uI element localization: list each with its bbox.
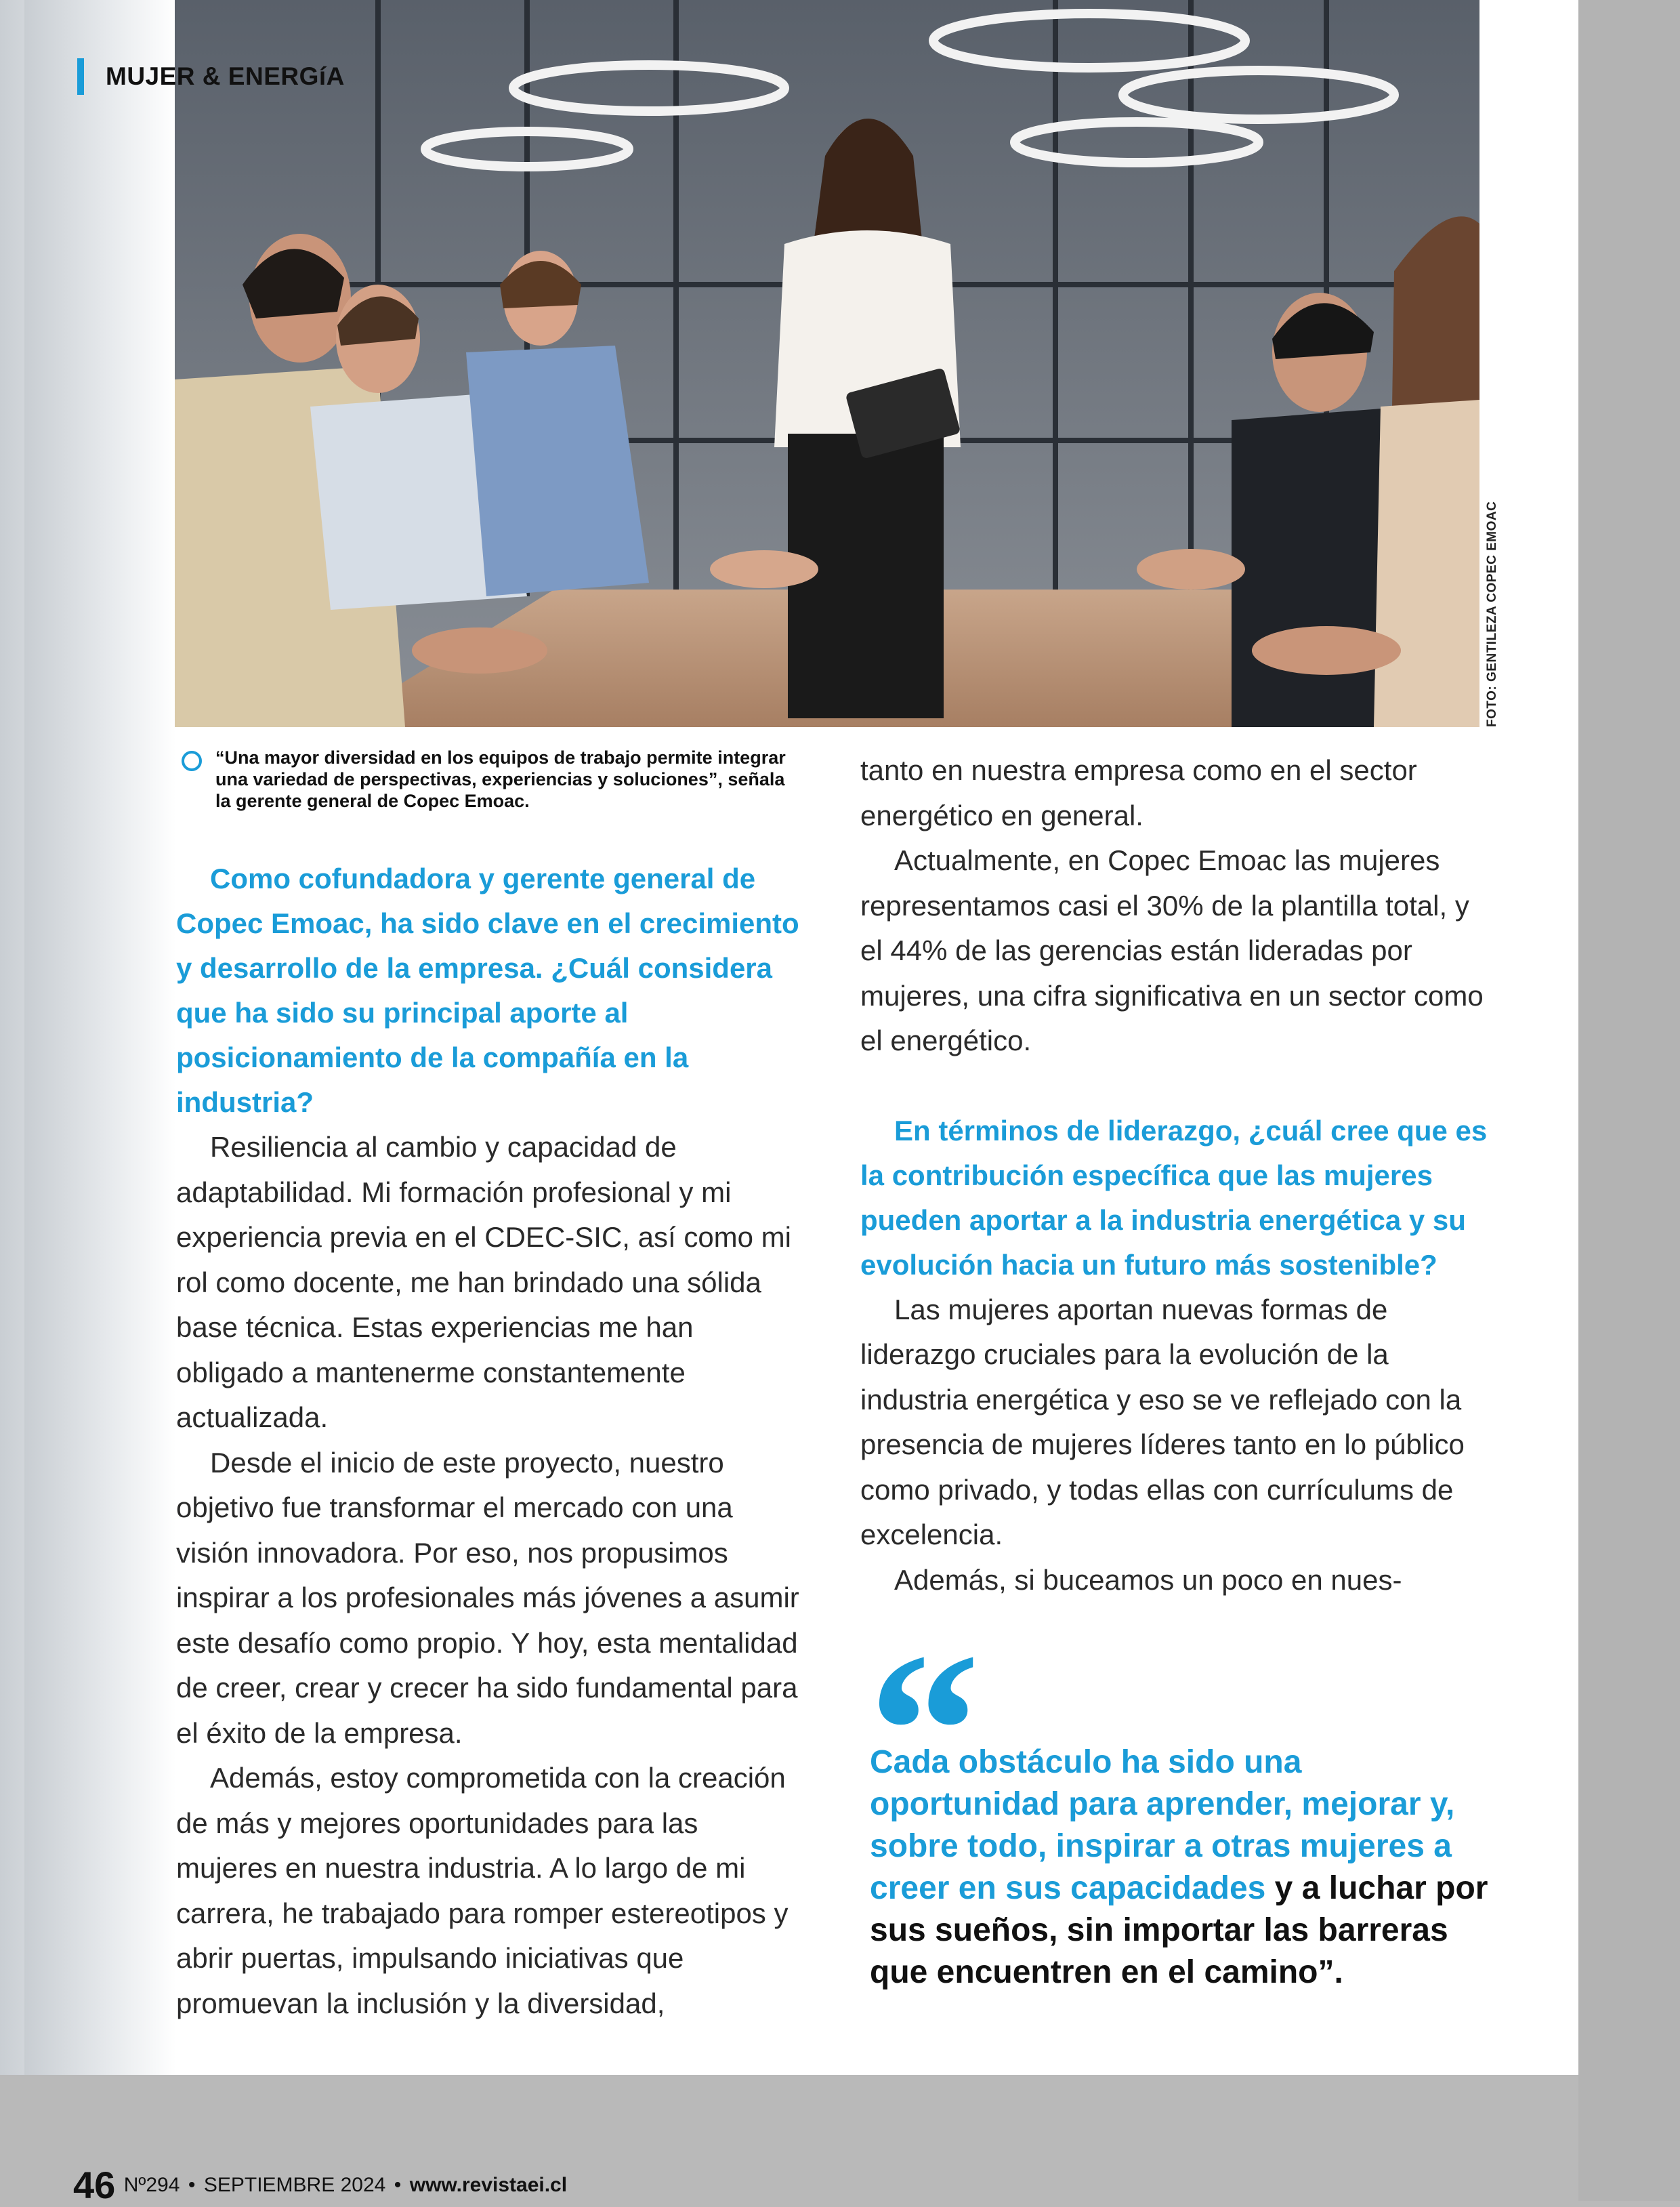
answer-paragraph-7: Además, si buceamos un poco en nues-: [894, 1563, 1402, 1596]
quote-mark-icon: “: [868, 1607, 980, 1855]
question-2: En términos de liderazgo, ¿cuál cree que es la contribución específica que las mujeres pueden aportar a la industria energética y su evolución hacia un futuro más sostenible?: [860, 1114, 1488, 1281]
caption-circle-icon: [182, 751, 202, 771]
section-accent-bar: [77, 58, 84, 95]
answer-paragraph-1: Resiliencia al cambio y capacidad de adaptabilidad. Mi formación profesional y mi experiencia previa en el CDEC-SIC, así como mi rol como docente, me han brindado una sólida base técnica. Estas experiencias me han obligado a mantenerme constantemente actualizada.: [176, 1131, 792, 1433]
meeting-illustration: [175, 0, 1479, 727]
footer-separator-2: •: [394, 2173, 402, 2196]
pull-quote: [870, 1741, 1493, 1994]
meeting-photo: [175, 0, 1479, 727]
answer-paragraph-3: Además, estoy comprometida con la creación de más y mejores oportunidades para las mujeres en nuestra industria. A lo largo de mi carrera, he trabajado para romper estereotipos y abrir puertas, impulsando iniciativas que promuevan la inclusión y la diversidad,: [176, 1762, 789, 2019]
page-number: 46: [73, 2164, 116, 2206]
footer-issue: Nº294: [123, 2173, 180, 2196]
right-column: [860, 748, 1490, 1603]
page-footer: [73, 2163, 567, 2207]
question-1: Como cofundadora y gerente general de Copec Emoac, ha sido clave en el crecimiento y desarrollo de la empresa. ¿Cuál considera que ha sido su principal aporte al posicionamiento de la compañía en la industria?: [176, 863, 799, 1118]
section-label: MUJER & ENERGíA: [106, 62, 345, 90]
photo-caption: “Una mayor diversidad en los equipos de trabajo permite integrar una variedad de perspectivas, experiencias y soluciones”, señala la gerente general de Copec Emoac.: [215, 747, 786, 811]
footer-url[interactable]: www.revistaei.cl: [409, 2173, 568, 2196]
footer-separator: •: [188, 2173, 196, 2196]
footer-date: SEPTIEMBRE 2024: [203, 2173, 386, 2196]
pull-quote-rest: y a luchar por sus sueños, sin importar las barreras que encuentren en el camino”.: [870, 1870, 1488, 1990]
page-gradient-margin: [24, 0, 176, 2075]
photo-credit: FOTO: GENTILEZA COPEC EMOAC: [1485, 501, 1499, 727]
answer-paragraph-4: tanto en nuestra empresa como en el sector energético en general.: [860, 754, 1417, 831]
left-column: [176, 857, 806, 2026]
answer-paragraph-2: Desde el inicio de este proyecto, nuestro objetivo fue transformar el mercado con una visión innovadora. Por eso, nos propusimos inspirar a los profesionales más jóvenes a asumir este desafío como propio. Y hoy, esta mentalidad de creer, crear y crecer ha sido fundamental para el éxito de la empresa.: [176, 1446, 799, 1749]
answer-paragraph-5: Actualmente, en Copec Emoac las mujeres representamos casi el 30% de la plantilla total, y el 44% de las gerencias están lideradas por mujeres, una cifra significativa en un sector como el energético.: [860, 844, 1484, 1056]
right-background-strip: [1578, 0, 1680, 2201]
pull-quote-highlight: Cada obstáculo ha sido una oportunidad para aprender, mejorar y, sobre todo, inspirar a otras mujeres a creer en sus capacidades: [870, 1744, 1455, 1906]
answer-paragraph-6: Las mujeres aportan nuevas formas de liderazgo cruciales para la evolución de la industria energética y eso se ve reflejado con la presencia de mujeres líderes tanto en lo público como privado, y todas ellas con currículums de excelencia.: [860, 1293, 1465, 1550]
